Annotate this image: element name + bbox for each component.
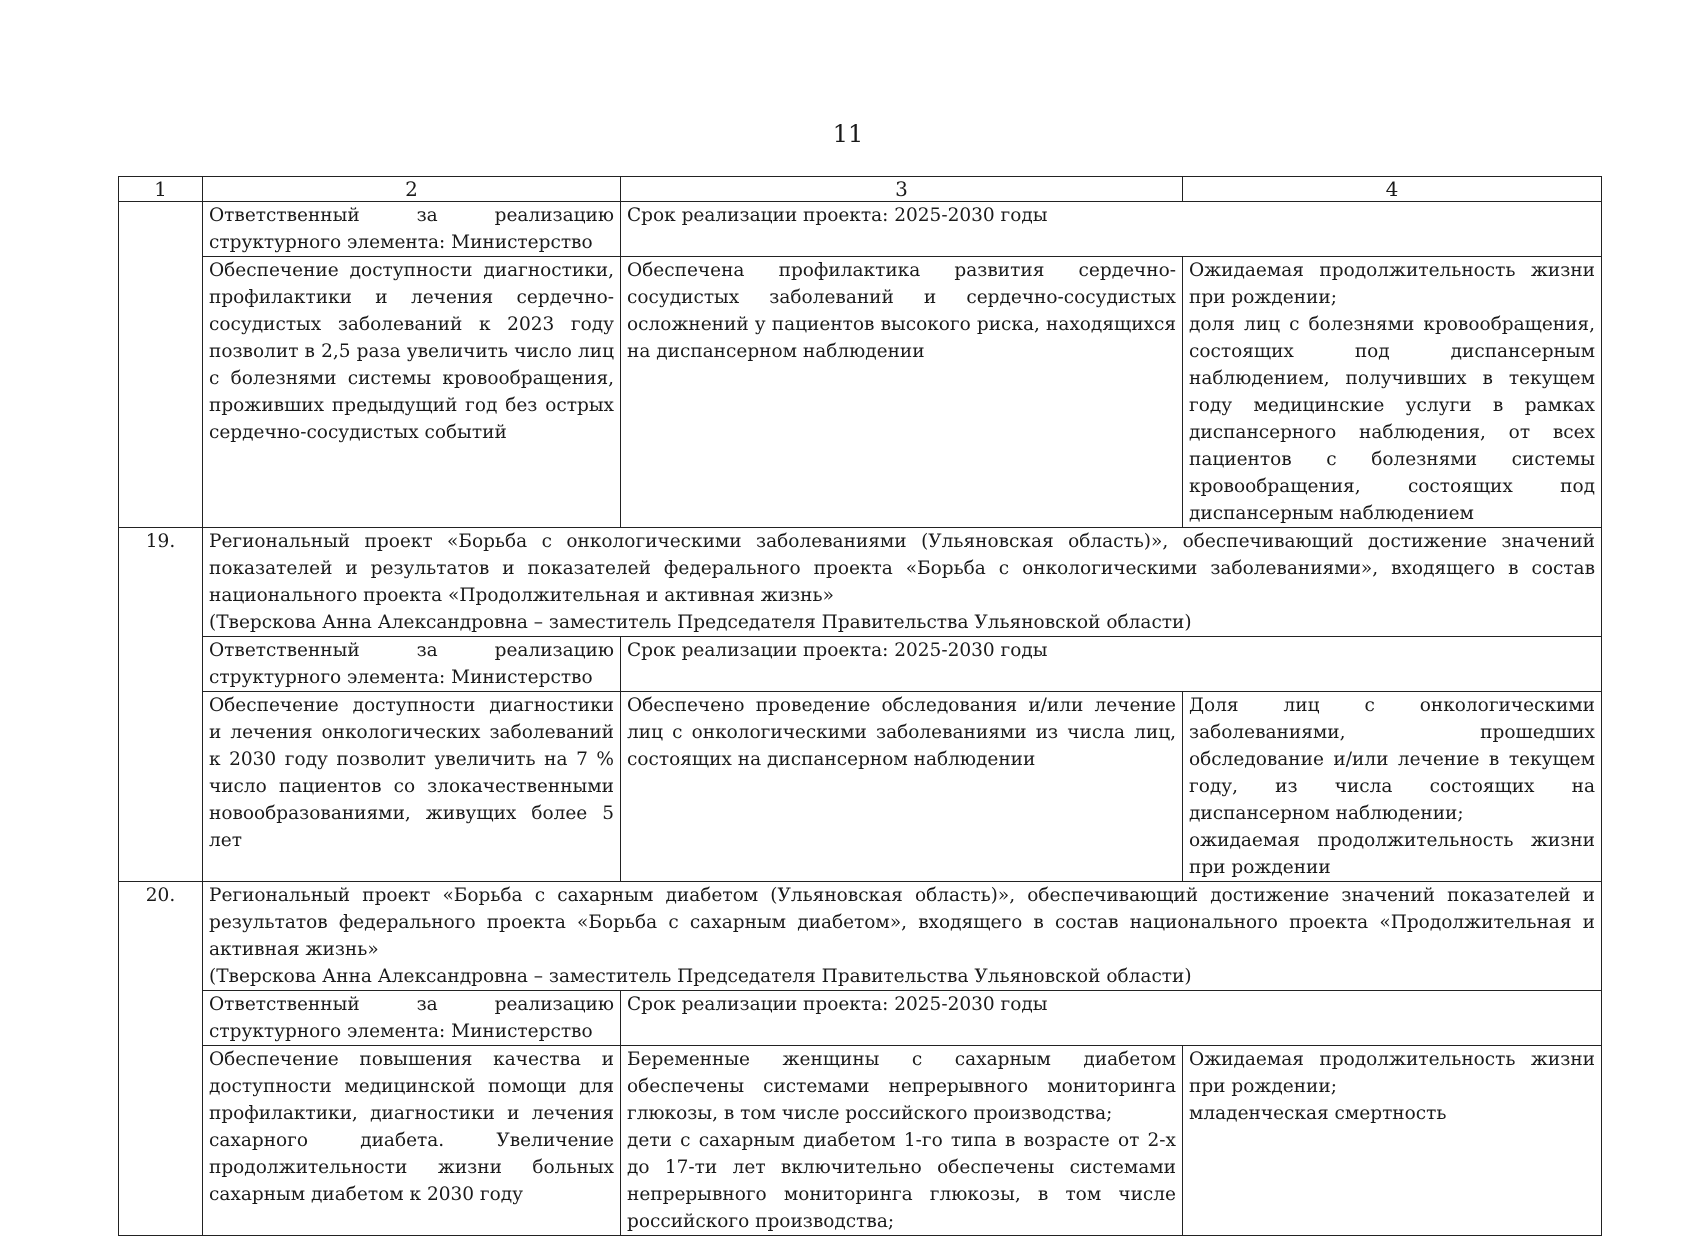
- result-item: дети с сахарным диабетом 1-го типа в возрасте от 2-х до 17-ти лет включительно обеспечены системами непрерывного мониторинга глюкозы, в том числе российского производства;: [627, 1130, 1176, 1232]
- header-col-4: 4: [1183, 177, 1602, 202]
- table-row: [119, 637, 1602, 692]
- projects-table: [118, 176, 1602, 1236]
- responsible-cell: Ответственный за реализацию структурного элемента: Министерство: [203, 991, 621, 1046]
- indicator-item: младенческая смертность: [1189, 1103, 1447, 1124]
- table-header-row: [119, 177, 1602, 202]
- project-title-cell: [203, 882, 1602, 991]
- row-number: 20.: [119, 882, 203, 1236]
- indicator-item: Ожидаемая продолжительность жизни при рождении;: [1189, 1049, 1595, 1097]
- result-cell: Обеспечена профилактика развития сердечно-сосудистых заболеваний и сердечно-сосудистых осложнений у пациентов высокого риска, находящихся на диспансерном наблюдении: [621, 257, 1183, 528]
- indicator-item: ожидаемая продолжительность жизни при рождении: [1189, 830, 1595, 878]
- page-number: 11: [832, 120, 864, 148]
- project-curator: (Тверскова Анна Александровна – заместитель Председателя Правительства Ульяновской области): [209, 612, 1192, 633]
- project-title: Региональный проект «Борьба с онкологическими заболеваниями (Ульяновская область)», обеспечивающий достижение значений показателей и результатов и показателей федерального проекта «Борьба с онкологическими заболеваниями», входящего в состав национального проекта «Продолжительная и активная жизнь»: [209, 531, 1595, 606]
- task-cell: Обеспечение доступности диагностики, профилактики и лечения сердечно-сосудистых заболеваний к 2023 году позволит в 2,5 раза увеличить число лиц с болезнями системы кровообращения, проживших предыдущий год без острых сердечно-сосудистых событий: [203, 257, 621, 528]
- header-col-3: 3: [621, 177, 1183, 202]
- table-row: [119, 692, 1602, 882]
- table-row: [119, 882, 1602, 991]
- term-cell: Срок реализации проекта: 2025-2030 годы: [621, 202, 1602, 257]
- responsible-cell: Ответственный за реализацию структурного элемента: Министерство: [203, 637, 621, 692]
- row-number: 19.: [119, 528, 203, 882]
- indicators-cell: [1183, 257, 1602, 528]
- project-title-cell: [203, 528, 1602, 637]
- header-col-2: 2: [203, 177, 621, 202]
- task-cell: Обеспечение повышения качества и доступности медицинской помощи для профилактики, диагностики и лечения сахарного диабета. Увеличение продолжительности жизни больных сахарным диабетом к 2030 году: [203, 1046, 621, 1236]
- indicators-cell: [1183, 1046, 1602, 1236]
- indicator-item: Ожидаемая продолжительность жизни при рождении;: [1189, 260, 1595, 308]
- table-row: [119, 528, 1602, 637]
- term-cell: Срок реализации проекта: 2025-2030 годы: [621, 991, 1602, 1046]
- term-cell: Срок реализации проекта: 2025-2030 годы: [621, 637, 1602, 692]
- table-row: [119, 991, 1602, 1046]
- table-row: [119, 1046, 1602, 1236]
- project-curator: (Тверскова Анна Александровна – заместитель Председателя Правительства Ульяновской области): [209, 966, 1192, 987]
- result-cell: Обеспечено проведение обследования и/или лечение лиц с онкологическими заболеваниями из числа лиц, состоящих на диспансерном наблюдении: [621, 692, 1183, 882]
- number-cell-empty: [119, 202, 203, 528]
- result-item: Беременные женщины с сахарным диабетом обеспечены системами непрерывного мониторинга глюкозы, в том числе российского производства;: [627, 1049, 1176, 1124]
- table-row: [119, 257, 1602, 528]
- indicators-cell: [1183, 692, 1602, 882]
- project-title: Региональный проект «Борьба с сахарным диабетом (Ульяновская область)», обеспечивающий достижение значений показателей и результатов федерального проекта «Борьба с сахарным диабетом», входящего в состав национального проекта «Продолжительная и активная жизнь»: [209, 885, 1595, 960]
- header-col-1: 1: [119, 177, 203, 202]
- indicator-item: доля лиц с болезнями кровообращения, состоящих под диспансерным наблюдением, получивших в текущем году медицинские услуги в рамках диспансерного наблюдения, от всех пациентов с болезнями системы кровообращения, состоящих под диспансерным наблюдением: [1189, 314, 1595, 524]
- table-row: [119, 202, 1602, 257]
- task-cell: Обеспечение доступности диагностики и лечения онкологических заболеваний к 2030 году позволит увеличить на 7 % число пациентов со злокачественными новообразованиями, живущих более 5 лет: [203, 692, 621, 882]
- indicator-item: Доля лиц с онкологическими заболеваниями, прошедших обследование и/или лечение в текущем году, из числа состоящих на диспансерном наблюдении;: [1189, 695, 1595, 824]
- results-cell: [621, 1046, 1183, 1236]
- responsible-cell: Ответственный за реализацию структурного элемента: Министерство: [203, 202, 621, 257]
